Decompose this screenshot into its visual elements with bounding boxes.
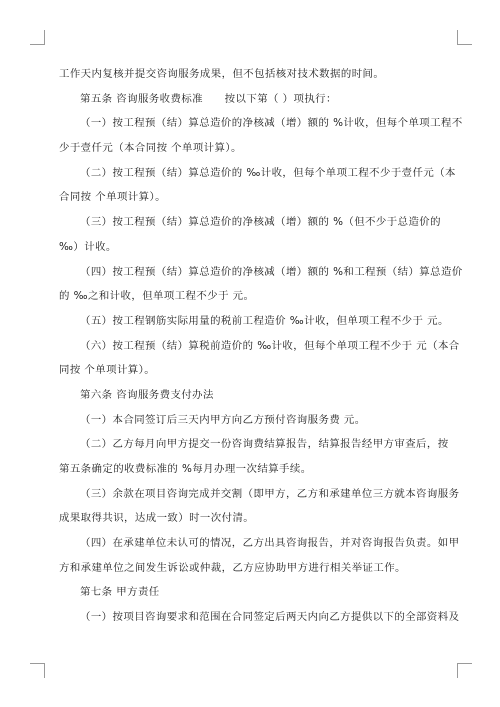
text-line: （二）按工程预（结）算总造价的 ‰计收，但每个单项工程不少于壹仟元（本	[80, 166, 456, 179]
text-line: ‰）计收。	[59, 240, 117, 253]
text-line: 第五条确定的收费标准的 %每月办理一次结算手续。	[59, 463, 312, 475]
text-line: 第七条 甲方责任	[80, 586, 160, 599]
document-body	[59, 62, 463, 630]
text-line: （三）余款在项目咨询完成并交割（即甲方，乙方和承建单位三方就本咨询服务	[80, 487, 460, 500]
text-line: 第六条 咨询服务费支付办法	[80, 388, 214, 401]
text-line: 方和承建单位之间发生诉讼或仲裁，乙方应协助甲方进行相关举证工作。	[59, 561, 406, 574]
text-line: （一）按工程预（结）算总造价的净核减（增）额的 %计收，但每个单项工程不	[80, 117, 463, 130]
text-line: 同按 个单项计算）。	[59, 364, 156, 377]
crop-mark-bottom-left	[30, 663, 45, 678]
text-line: （一）本合同签订后三天内甲方向乙方预付咨询服务费 元。	[80, 413, 366, 426]
crop-mark-top-left	[30, 30, 45, 45]
text-line: （一）按项目咨询要求和范围在合同签定后两天内向乙方提供以下的全部资料及	[80, 611, 460, 624]
text-line: （四）按工程预（结）算总造价的净核减（增）额的 %和工程预（结）算总造价	[80, 265, 463, 278]
text-line: 少于壹仟元（本合同按 个单项计算）。	[59, 142, 242, 155]
text-line: 合同按 个单项计算）。	[59, 191, 166, 204]
text-line: （三）按工程预（结）算总造价的净核减（增）额的 %（但不少于总造价的	[80, 216, 441, 229]
crop-mark-top-right	[457, 30, 472, 45]
text-line: 工作天内复核并提交咨询服务成果，但不包括核对技术数据的时间。	[59, 68, 385, 80]
crop-mark-bottom-right	[457, 663, 472, 678]
text-line: （四）在承建单位未认可的情况，乙方出具咨询报告，并对咨询报告负责。如甲	[80, 537, 460, 550]
text-line: （六）按工程预（结）算税前造价的 ‰计收，但每个单项工程不少于 元（本合	[80, 339, 460, 352]
text-line: （二）乙方每月向甲方提交一份咨询费结算报告，结算报告经甲方审查后，按	[80, 438, 449, 451]
text-line: 第五条 咨询服务收费标准 按以下第（ ）项执行：	[80, 92, 337, 105]
text-line: 的 ‰之和计收，但单项工程不少于 元。	[59, 290, 255, 303]
text-line: 成果取得共识，达成一致）时一次付清。	[59, 512, 255, 525]
text-line: （五）按工程钢筋实际用量的税前工程造价 ‰计收，但单项工程不少于 元。	[80, 314, 449, 327]
